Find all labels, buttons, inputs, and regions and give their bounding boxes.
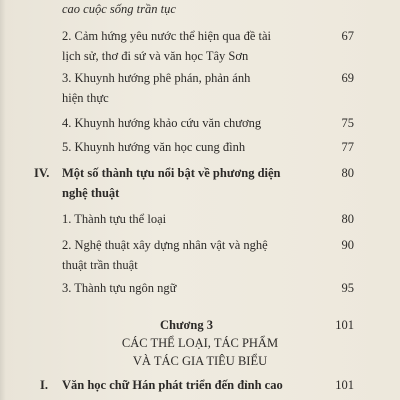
toc-iv-item-1-page: 80 [341,212,354,226]
toc-item-3 [62,69,250,87]
toc-iv-item-2-line2: thuật trần thuật [62,258,138,272]
chapter-title-line1: CÁC THỂ LOẠI, TÁC PHẨM [121,336,279,350]
toc-item-2-line2: lịch sử, thơ đi sứ và văn học Tây Sơn [62,49,249,63]
toc-section-i-page: 101 [335,378,354,392]
toc-item-2-page: 67 [341,29,354,43]
chapter-label: Chương 3 [160,318,213,332]
toc-item-4-line1: 4. Khuynh hướng khảo cứu văn chương [62,116,262,130]
toc-section-iv-numeral: IV. [34,166,50,180]
toc-item-4-page: 75 [341,116,354,130]
toc-section-i-line1: Văn học chữ Hán phát triển đến đỉnh cao [62,378,283,392]
chapter-page: 101 [335,318,354,332]
toc-item-3-cont [62,89,109,107]
toc-item-3-line1: 3. Khuynh hướng phê phán, phản ánh [62,71,251,85]
toc-item-4 [62,114,261,132]
toc-item-3-line2: hiện thực [62,91,109,105]
toc-item-5-line1: 5. Khuynh hướng văn học cung đình [62,140,246,154]
toc-section-iv-line2: nghệ thuật [62,186,120,200]
toc-continuation: cao cuộc sống trần tục [62,2,176,16]
toc-iv-item-1: 1. Thành tựu thể loại [62,212,167,226]
toc-iv-item-3-page: 95 [341,281,354,295]
toc-section-iv-line1: Một số thành tựu nổi bật về phương diện [62,166,281,180]
toc-iv-item-2-page: 90 [341,238,354,252]
toc-item-2-line1: 2. Cảm hứng yêu nước thể hiện qua đề tài [62,29,271,43]
toc-section-iv-page: 80 [341,166,354,180]
toc-item-5-page: 77 [341,140,354,154]
toc-section-i-numeral: I. [40,378,48,392]
toc-item-3-page: 69 [341,71,354,85]
toc-iv-item-3: 3. Thành tựu ngôn ngữ [62,281,177,295]
toc-item-5 [62,138,245,156]
toc-iv-item-2-line1: 2. Nghệ thuật xây dựng nhân vật và nghệ [62,238,268,252]
toc-item-2 [62,27,271,45]
toc-item-2-cont [62,47,248,65]
chapter-title-line2: VÀ TÁC GIA TIÊU BIỂU [132,354,268,368]
